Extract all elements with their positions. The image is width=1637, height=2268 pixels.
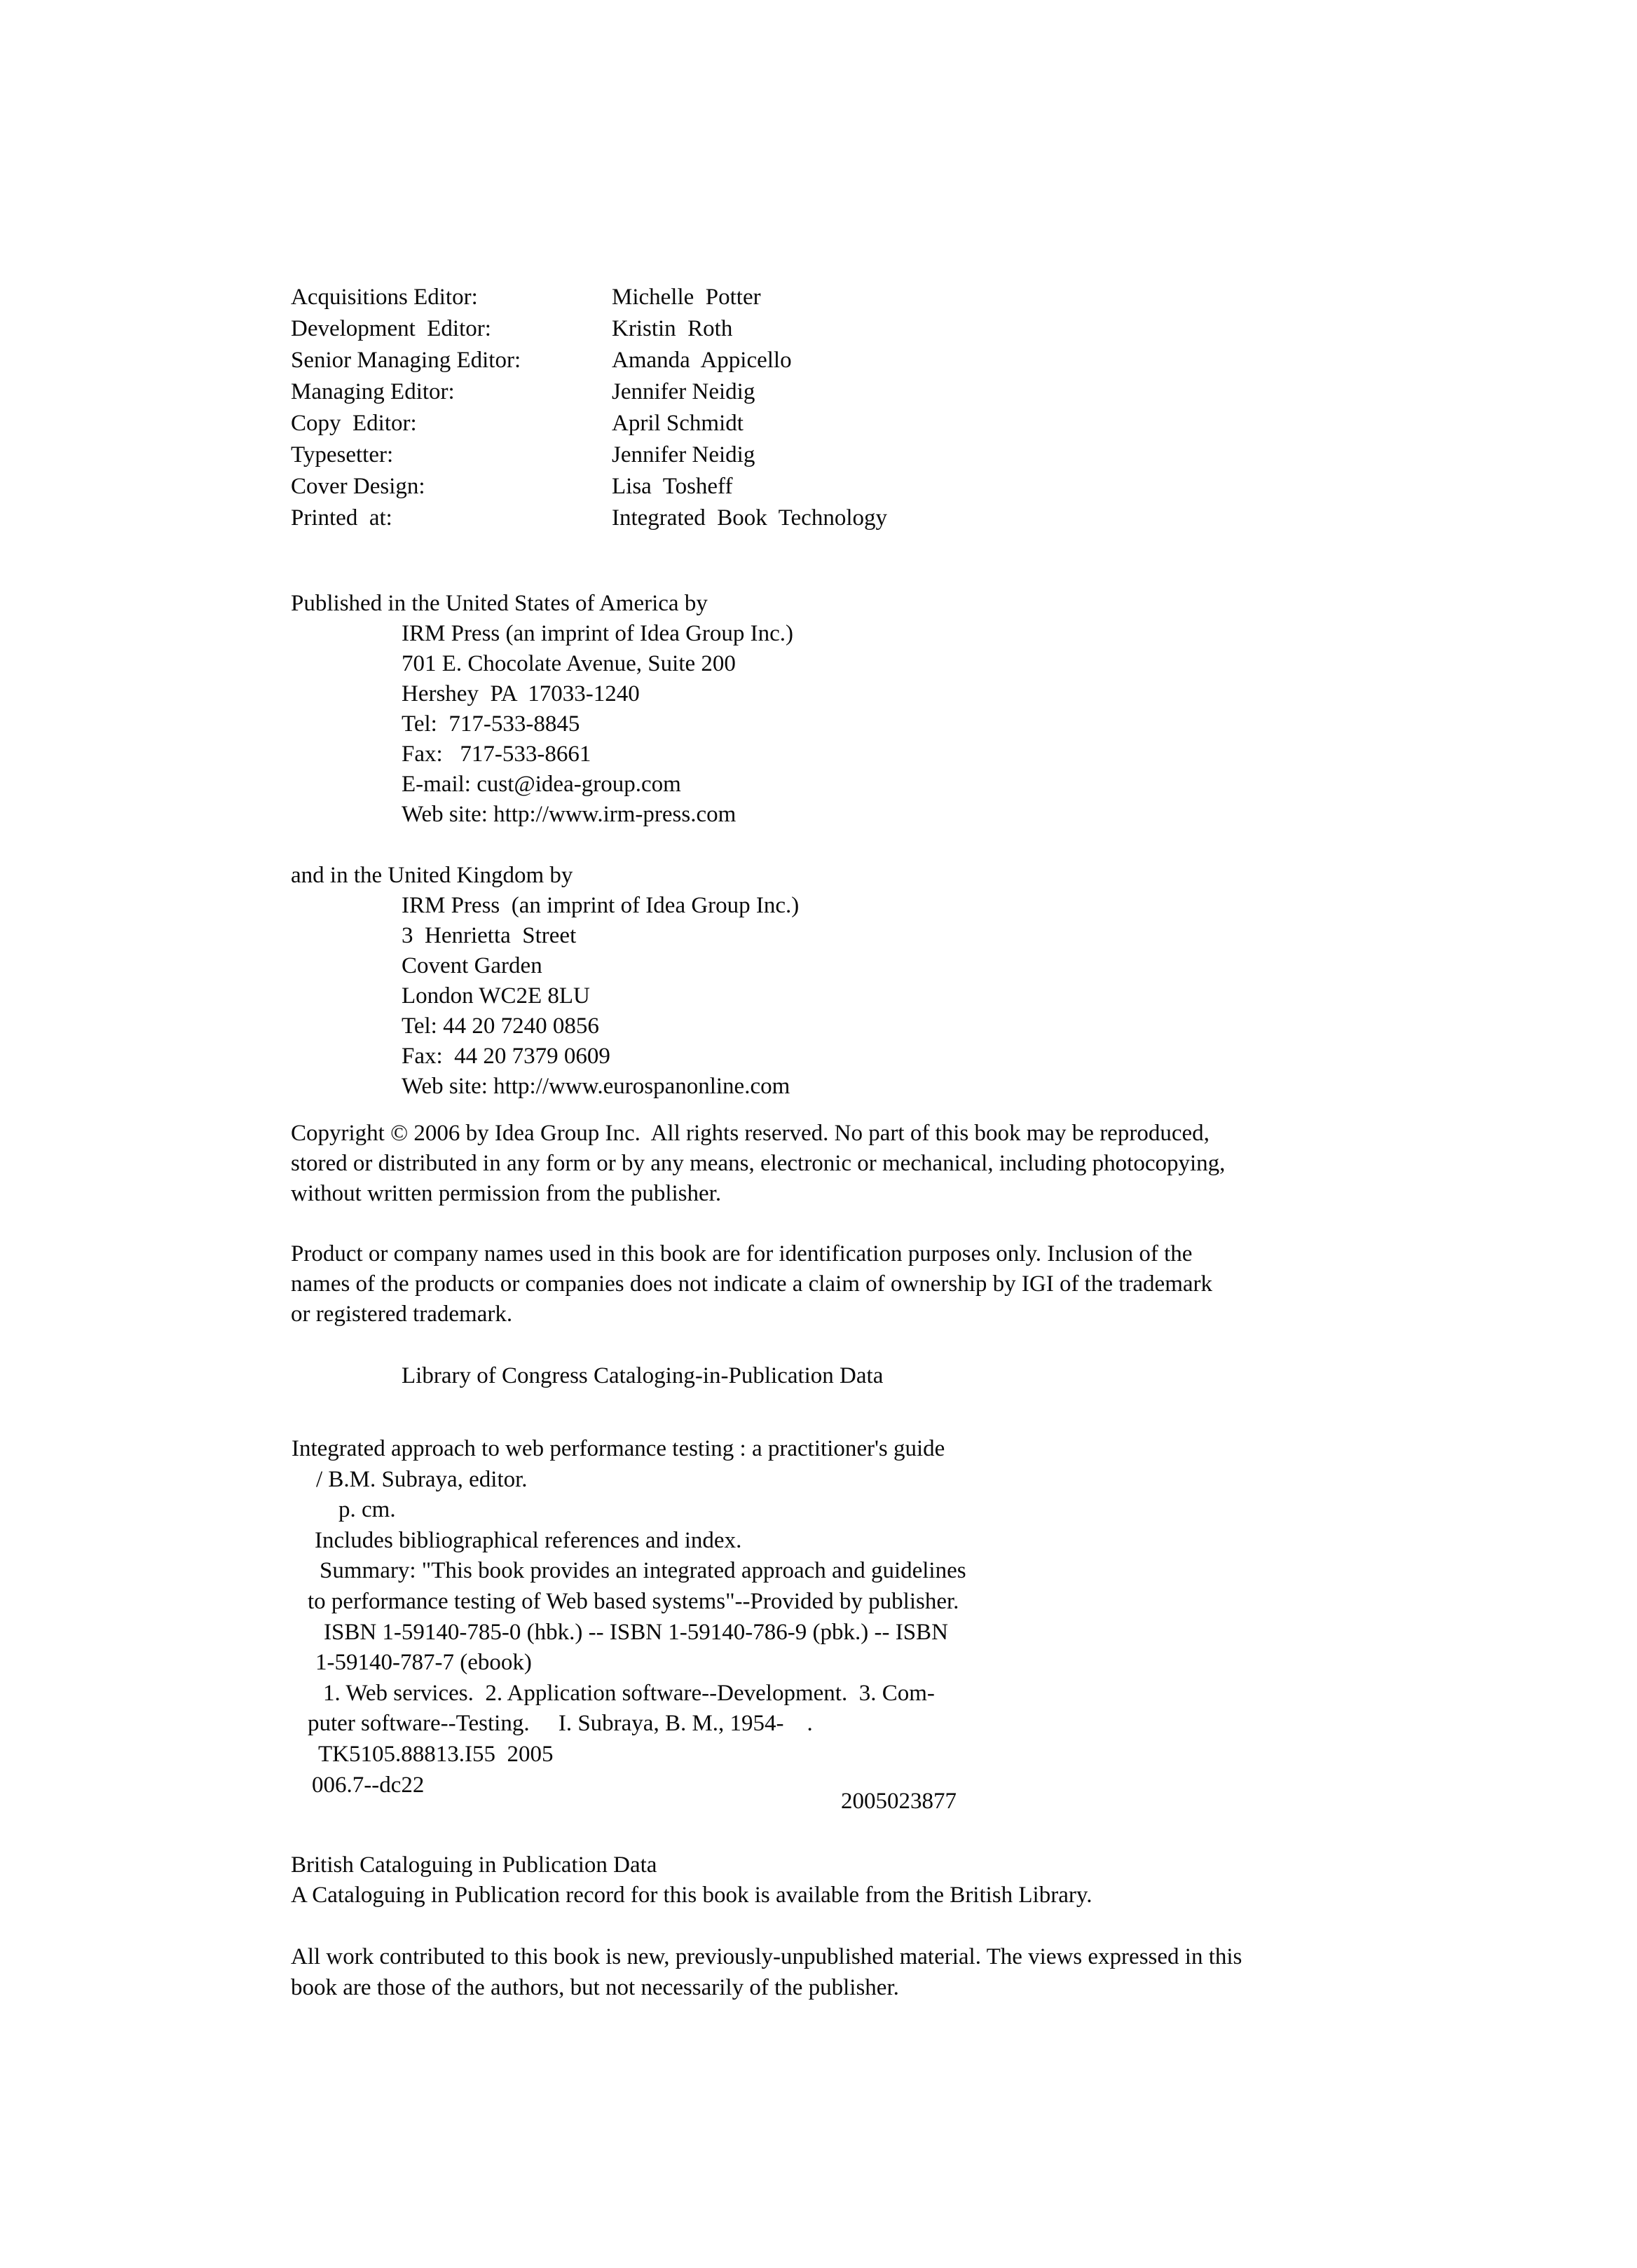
trademark-notice (291, 1239, 1212, 1330)
publisher-us-block (291, 589, 793, 830)
british-cataloguing-heading: British Cataloguing in Publication Data (291, 1852, 657, 1878)
copyright-line: Copyright © 2006 by Idea Group Inc. All rights reserved. No part of this book may be reproduced, (291, 1121, 1210, 1146)
credit-value: Lisa Tosheff (612, 474, 733, 499)
credit-value: April Schmidt (612, 411, 744, 436)
library-of-congress-heading: Library of Congress Cataloging-in-Publication Data (402, 1363, 884, 1388)
credit-label: Copy Editor: (291, 411, 417, 436)
publisher-us-email: E-mail: cust@idea-group.com (402, 772, 681, 797)
copyright-line: stored or distributed in any form or by any means, electronic or mechanical, including photocopying, (291, 1151, 1226, 1176)
cip-isbn-line: ISBN 1-59140-785-0 (hbk.) -- ISBN 1-59140-786-9 (pbk.) -- ISBN (324, 1619, 948, 1645)
credit-label: Printed at: (291, 505, 392, 531)
credit-row (291, 471, 887, 503)
credit-row (291, 408, 887, 439)
publisher-uk-website: Web site: http://www.eurospanonline.com (402, 1074, 790, 1099)
credit-value: Amanda Appicello (612, 348, 792, 373)
british-cataloguing-block (291, 1850, 1092, 1911)
cip-dewey-line: 006.7--dc22 (312, 1772, 425, 1798)
cip-subject-line: 1. Web services. 2. Application software--Development. 3. Com- (323, 1680, 935, 1706)
credit-row (291, 439, 887, 471)
publisher-uk-intro: and in the United Kingdom by (291, 863, 573, 888)
publisher-uk-line: London WC2E 8LU (402, 983, 590, 1009)
publisher-uk-block (291, 861, 799, 1102)
publisher-uk-line: IRM Press (an imprint of Idea Group Inc.) (402, 893, 800, 918)
loc-control-number: 2005023877 (841, 1789, 957, 1814)
credit-label: Cover Design: (291, 474, 425, 499)
publisher-us-website: Web site: http://www.irm-press.com (402, 802, 737, 827)
cip-summary-line: Summary: "This book provides an integrated approach and guidelines (320, 1558, 966, 1584)
publisher-uk-line: Tel: 44 20 7240 0856 (402, 1013, 599, 1039)
publisher-us-line: 701 E. Chocolate Avenue, Suite 200 (402, 651, 736, 676)
british-cataloguing-line: A Cataloguing in Publication record for this book is available from the British Library. (291, 1883, 1093, 1908)
credit-label: Senior Managing Editor: (291, 348, 521, 373)
credits-block (291, 282, 887, 534)
publisher-uk-line: 3 Henrietta Street (402, 923, 577, 948)
cip-callnumber-line: TK5105.88813.I55 2005 (318, 1741, 554, 1767)
credit-value: Kristin Roth (612, 316, 733, 341)
disclaimer-line: All work contributed to this book is new, previously-unpublished material. The views expressed in this (291, 1944, 1242, 1969)
publisher-us-line: Tel: 717-533-8845 (402, 711, 580, 737)
cip-data-block (291, 1434, 966, 1801)
trademark-line: or registered trademark. (291, 1302, 513, 1327)
publisher-us-line: IRM Press (an imprint of Idea Group Inc.) (402, 621, 794, 646)
credit-row (291, 313, 887, 345)
credit-row (291, 282, 887, 313)
credit-label: Managing Editor: (291, 379, 455, 404)
publisher-us-intro: Published in the United States of America by (291, 591, 708, 616)
credit-row (291, 503, 887, 534)
credit-label: Acquisitions Editor: (291, 285, 478, 310)
cip-line: Includes bibliographical references and index. (315, 1527, 742, 1553)
trademark-line: Product or company names used in this book are for identification purposes only. Inclusion of the (291, 1241, 1193, 1266)
credit-value: Jennifer Neidig (612, 379, 755, 404)
credit-value: Michelle Potter (612, 285, 761, 310)
publisher-us-line: Hershey PA 17033-1240 (402, 681, 640, 706)
copyright-line: without written permission from the publisher. (291, 1181, 722, 1206)
publisher-us-line: Fax: 717-533-8661 (402, 742, 591, 767)
copyright-notice (291, 1119, 1225, 1209)
credit-row (291, 376, 887, 408)
publisher-uk-line: Fax: 44 20 7379 0609 (402, 1044, 610, 1069)
credit-label: Typesetter: (291, 442, 394, 467)
cip-line: p. cm. (338, 1497, 396, 1523)
cip-summary-line: to performance testing of Web based systems"--Provided by publisher. (308, 1588, 959, 1614)
cip-title-line: Integrated approach to web performance testing : a practitioner's guide (292, 1436, 945, 1461)
cip-editor-line: / B.M. Subraya, editor. (316, 1466, 528, 1492)
credit-value: Jennifer Neidig (612, 442, 755, 467)
credit-row (291, 345, 887, 376)
trademark-line: names of the products or companies does not indicate a claim of ownership by IGI of the trademark (291, 1271, 1213, 1297)
disclaimer-block (291, 1941, 1242, 2003)
cip-subject-line: puter software--Testing. I. Subraya, B. M., 1954- . (308, 1711, 813, 1737)
credit-value: Integrated Book Technology (612, 505, 887, 531)
credit-label: Development Editor: (291, 316, 491, 341)
publisher-uk-line: Covent Garden (402, 953, 542, 978)
cip-isbn-line: 1-59140-787-7 (ebook) (315, 1650, 532, 1676)
disclaimer-line: book are those of the authors, but not necessarily of the publisher. (291, 1975, 899, 2000)
